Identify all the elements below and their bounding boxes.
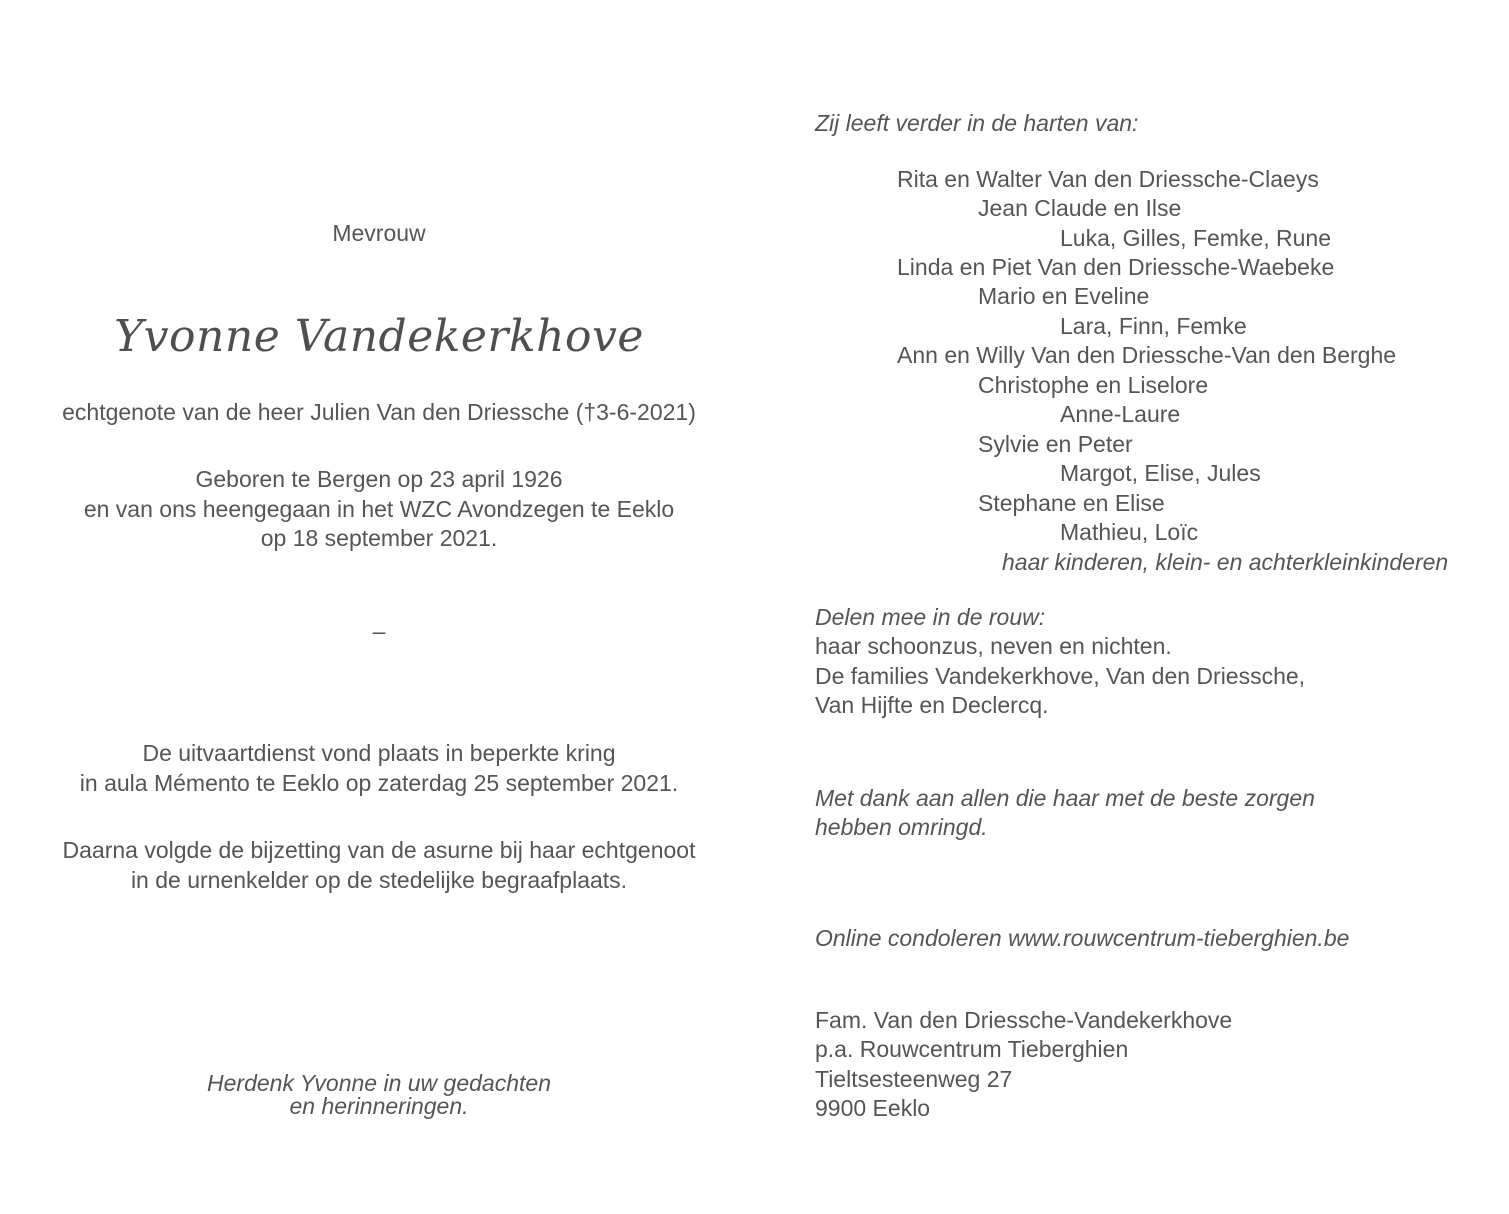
family-line: Margot, Elise, Jules [1060, 460, 1261, 486]
spouse-line: echtgenote van de heer Julien Van den Driessche (†3-6-2021) [62, 399, 696, 425]
family-line: Mathieu, Loïc [1060, 519, 1199, 545]
address-line: Fam. Van den Driessche-Vandekerkhove [815, 1007, 1233, 1033]
deceased-name: Yvonne Vandekerkhove [114, 311, 644, 362]
mourning-heading: Delen mee in de rouw: [815, 604, 1046, 630]
online-condolence: Online condoleren www.rouwcentrum-tieberghien.be [815, 925, 1350, 951]
thanks-line: hebben omringd. [815, 814, 988, 840]
mourning-line: Van Hijfte en Declercq. [815, 692, 1049, 718]
address-line: Tieltsesteenweg 27 [815, 1066, 1013, 1092]
funeral-service-block [0, 739, 758, 798]
address-line: p.a. Rouwcentrum Tieberghien [815, 1036, 1129, 1062]
birth-line-2: en van ons heengegaan in het WZC Avondzegen te Eeklo [83, 495, 675, 522]
family-line: Ann en Willy Van den Driessche-Van den Berghe [897, 342, 1397, 368]
family-line: Luka, Gilles, Femke, Rune [1060, 225, 1332, 251]
salutation: Mevrouw [332, 220, 426, 246]
family-line: Mario en Eveline [978, 283, 1150, 309]
family-line: Stephane en Elise [978, 490, 1165, 516]
service-line-1: De uitvaartdienst vond plaats in beperkte kring [142, 740, 616, 766]
birth-death-block [0, 465, 758, 554]
remembrance-block [0, 1072, 758, 1118]
remember-line-1: Herdenk Yvonne in uw gedachten [207, 1070, 551, 1096]
birth-line-3: op 18 september 2021. [260, 525, 498, 551]
thanks-line: Met dank aan allen die haar met de beste zorgen [815, 785, 1315, 811]
mourning-line: De families Vandekerkhove, Van den Driessche, [815, 663, 1306, 689]
family-line: Christophe en Liselore [978, 372, 1209, 398]
lives-on-heading: Zij leeft verder in de harten van: [815, 110, 1139, 136]
birth-line-1: Geboren te Bergen op 23 april 1926 [195, 466, 563, 492]
burial-line-2: in de urnenkelder op de stedelijke begraafplaats. [130, 866, 628, 893]
right-page [758, 0, 1509, 1214]
family-line: Sylvie en Peter [978, 431, 1133, 457]
mourning-line: haar schoonzus, neven en nichten. [815, 633, 1172, 659]
address-line: 9900 Eeklo [815, 1095, 931, 1121]
separator-dash: – [372, 618, 386, 644]
family-line: Linda en Piet Van den Driessche-Waebeke [897, 254, 1335, 280]
family-line: Lara, Finn, Femke [1060, 313, 1247, 339]
family-line: Rita en Walter Van den Driessche-Claeys [897, 166, 1319, 192]
family-caption: haar kinderen, klein- en achterkleinkinderen [1002, 549, 1449, 575]
burial-line-1: Daarna volgde de bijzetting van de asurne bij haar echtgenoot [62, 837, 696, 863]
service-line-2: in aula Mémento te Eeklo op zaterdag 25 september 2021. [79, 769, 679, 796]
family-line: Anne-Laure [1060, 401, 1181, 427]
family-line: Jean Claude en Ilse [978, 195, 1182, 221]
burial-block [0, 836, 758, 895]
remember-line-2: en herinneringen. [289, 1093, 469, 1119]
